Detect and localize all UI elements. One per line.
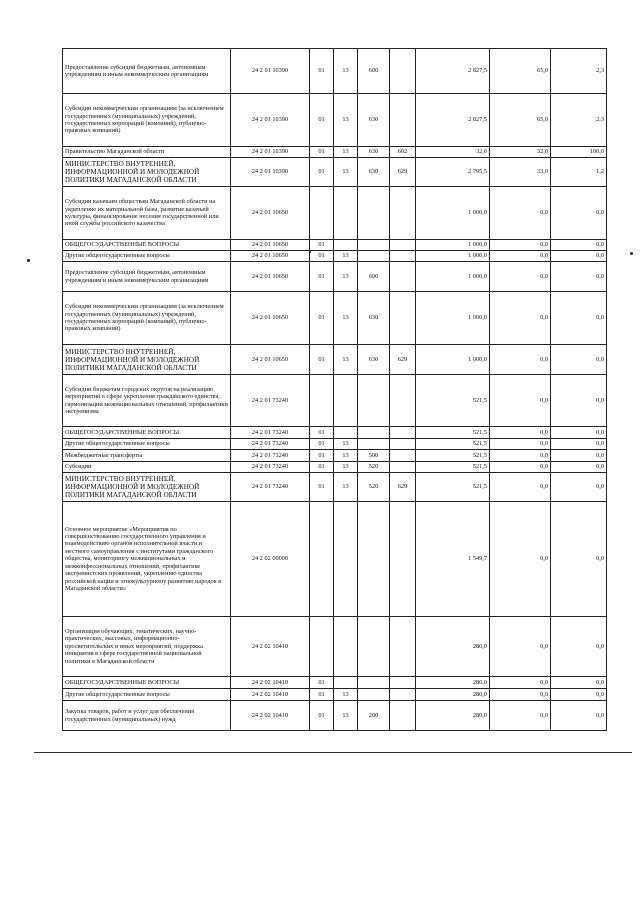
section-code <box>310 375 334 427</box>
page-bottom-rule <box>34 752 632 753</box>
subsection-code: 13 <box>334 701 358 731</box>
execution-percent: 0,0 <box>551 292 607 345</box>
row-name: ОБЩЕГОСУДАРСТВЕННЫЕ ВОПРОСЫ <box>63 677 231 689</box>
approved-amount: 521,5 <box>416 375 490 427</box>
approved-amount: 1 000,0 <box>416 262 490 292</box>
administrator-code <box>390 375 416 427</box>
subsection-code <box>334 617 358 677</box>
administrator-code <box>390 701 416 731</box>
execution-percent: 0,0 <box>551 450 607 462</box>
table-row <box>63 617 607 677</box>
row-name: Субсидии <box>63 462 231 473</box>
table-row <box>63 689 607 701</box>
row-name: МИНИСТЕРСТВО ВНУТРЕННЕЙ, ИНФОРМАЦИОННОЙ И МОЛОДЕЖНОЙ ПОЛИТИКИ МАГАДАНСКОЙ ОБЛАСТИ <box>63 345 231 375</box>
executed-amount: 32,0 <box>490 147 551 158</box>
row-name: Правительство Магаданской области <box>63 147 231 158</box>
administrator-code <box>390 251 416 262</box>
section-code: 01 <box>310 473 334 502</box>
target-article-code: 24 2 01 73240 <box>231 375 310 427</box>
target-article-code: 24 2 01 10390 <box>231 94 310 147</box>
target-article-code: 24 2 01 73240 <box>231 450 310 462</box>
administrator-code <box>390 462 416 473</box>
table-row <box>63 147 607 158</box>
subsection-code <box>334 427 358 439</box>
subsection-code: 13 <box>334 462 358 473</box>
subsection-code: 13 <box>334 450 358 462</box>
executed-amount: 0,0 <box>490 677 551 689</box>
administrator-code <box>390 49 416 94</box>
subsection-code: 13 <box>334 473 358 502</box>
subsection-code: 13 <box>334 49 358 94</box>
executed-amount: 0,0 <box>490 375 551 427</box>
subsection-code <box>334 375 358 427</box>
target-article-code: 24 2 01 10390 <box>231 49 310 94</box>
execution-percent: 0,0 <box>551 262 607 292</box>
approved-amount: 521,5 <box>416 473 490 502</box>
execution-percent: 0,0 <box>551 473 607 502</box>
executed-amount: 0,0 <box>490 240 551 251</box>
section-code: 01 <box>310 462 334 473</box>
table-row <box>63 49 607 94</box>
administrator-code: 602 <box>390 147 416 158</box>
row-name: Субсидии некоммерческим организациям (за исключением государственных (муниципальных) учреждений, государственных корпораций (компаний), публично-правовых компаний) <box>63 292 231 345</box>
execution-percent: 0,0 <box>551 617 607 677</box>
row-name: Основное мероприятие «Мероприятия по совершенствованию государственного управления и взаимодействию органов исполнительной власти и местного самоуправления с институтами гражданского общества, мониторингу межнациональных и межконфессиональных отношений, профилактике экстремистских проявлений, укреплению единства российской нации и этнокультурному развитию народов в Магаданской области» <box>63 502 231 617</box>
expense-type-code <box>358 240 390 251</box>
approved-amount: 1 000,0 <box>416 292 490 345</box>
administrator-code <box>390 427 416 439</box>
row-name: Предоставление субсидий бюджетным, автономным учреждениям и иным некоммерческим организациям <box>63 49 231 94</box>
section-code: 01 <box>310 427 334 439</box>
subsection-code: 13 <box>334 689 358 701</box>
subsection-code <box>334 187 358 240</box>
execution-percent: 0,0 <box>551 375 607 427</box>
administrator-code <box>390 94 416 147</box>
row-name: Организация обучающих, тематических, научно-практических, массовых, информационно-просветительских и иных мероприятий, поддержка инициатив в сфере государственной национальной политики в Магаданской области <box>63 617 231 677</box>
target-article-code: 24 2 02 10410 <box>231 617 310 677</box>
expense-type-code <box>358 375 390 427</box>
section-code: 01 <box>310 345 334 375</box>
administrator-code <box>390 187 416 240</box>
target-article-code: 24 2 01 10390 <box>231 147 310 158</box>
table-row <box>63 187 607 240</box>
expense-type-code: 520 <box>358 462 390 473</box>
target-article-code: 24 2 01 73240 <box>231 473 310 502</box>
executed-amount: 65,0 <box>490 49 551 94</box>
approved-amount: 1 000,0 <box>416 187 490 240</box>
target-article-code: 24 2 01 73240 <box>231 462 310 473</box>
execution-percent: 0,0 <box>551 677 607 689</box>
table-row <box>63 292 607 345</box>
row-name: Межбюджетные трансферты <box>63 450 231 462</box>
subsection-code: 13 <box>334 147 358 158</box>
executed-amount: 0,0 <box>490 262 551 292</box>
target-article-code: 24 2 01 10650 <box>231 262 310 292</box>
approved-amount: 280,0 <box>416 689 490 701</box>
target-article-code: 24 2 01 73240 <box>231 439 310 450</box>
target-article-code: 24 2 01 10390 <box>231 158 310 187</box>
table-row <box>63 439 607 450</box>
expense-type-code: 500 <box>358 450 390 462</box>
section-code: 01 <box>310 94 334 147</box>
row-name: ОБЩЕГОСУДАРСТВЕННЫЕ ВОПРОСЫ <box>63 427 231 439</box>
execution-percent: 0,0 <box>551 689 607 701</box>
approved-amount: 280,0 <box>416 701 490 731</box>
executed-amount: 0,0 <box>490 251 551 262</box>
table-row <box>63 427 607 439</box>
executed-amount: 0,0 <box>490 689 551 701</box>
expense-type-code <box>358 689 390 701</box>
section-code: 01 <box>310 701 334 731</box>
executed-amount: 0,0 <box>490 427 551 439</box>
expense-type-code <box>358 187 390 240</box>
row-name: Субсидии бюджетам городских округов на реализацию мероприятий в сфере укрепления гражданского единства, гармонизации межнациональных отношений, профилактики экстремизма <box>63 375 231 427</box>
approved-amount: 1 549,7 <box>416 502 490 617</box>
administrator-code <box>390 240 416 251</box>
section-code: 01 <box>310 439 334 450</box>
execution-percent: 0,0 <box>551 462 607 473</box>
approved-amount: 280,0 <box>416 677 490 689</box>
row-name: МИНИСТЕРСТВО ВНУТРЕННЕЙ, ИНФОРМАЦИОННОЙ И МОЛОДЕЖНОЙ ПОЛИТИКИ МАГАДАНСКОЙ ОБЛАСТИ <box>63 158 231 187</box>
target-article-code: 24 2 01 73240 <box>231 427 310 439</box>
row-name: МИНИСТЕРСТВО ВНУТРЕННЕЙ, ИНФОРМАЦИОННОЙ И МОЛОДЕЖНОЙ ПОЛИТИКИ МАГАДАНСКОЙ ОБЛАСТИ <box>63 473 231 502</box>
target-article-code: 24 2 02 00000 <box>231 502 310 617</box>
table-row <box>63 462 607 473</box>
approved-amount: 2 827,5 <box>416 49 490 94</box>
executed-amount: 0,0 <box>490 439 551 450</box>
section-code <box>310 502 334 617</box>
executed-amount: 0,0 <box>490 345 551 375</box>
table-row <box>63 450 607 462</box>
executed-amount: 33,0 <box>490 158 551 187</box>
table-body <box>63 49 607 731</box>
table-row <box>63 251 607 262</box>
execution-percent: 0,0 <box>551 439 607 450</box>
administrator-code <box>390 617 416 677</box>
table-row <box>63 502 607 617</box>
executed-amount: 0,0 <box>490 701 551 731</box>
section-code: 01 <box>310 677 334 689</box>
execution-percent: 0,0 <box>551 345 607 375</box>
row-name: Другие общегосударственные вопросы <box>63 689 231 701</box>
expense-type-code: 630 <box>358 94 390 147</box>
approved-amount: 1 000,0 <box>416 251 490 262</box>
approved-amount: 521,5 <box>416 462 490 473</box>
expense-type-code: 600 <box>358 262 390 292</box>
subsection-code: 13 <box>334 345 358 375</box>
table-row <box>63 375 607 427</box>
administrator-code <box>390 450 416 462</box>
expense-type-code <box>358 439 390 450</box>
subsection-code <box>334 502 358 617</box>
expense-type-code <box>358 251 390 262</box>
subsection-code: 13 <box>334 439 358 450</box>
table-row <box>63 677 607 689</box>
table-row <box>63 94 607 147</box>
administrator-code <box>390 292 416 345</box>
expense-type-code <box>358 427 390 439</box>
executed-amount: 0,0 <box>490 450 551 462</box>
executed-amount: 0,0 <box>490 617 551 677</box>
section-code: 01 <box>310 147 334 158</box>
table-row <box>63 701 607 731</box>
subsection-code: 13 <box>334 292 358 345</box>
subsection-code: 13 <box>334 251 358 262</box>
subsection-code: 13 <box>334 158 358 187</box>
executed-amount: 0,0 <box>490 462 551 473</box>
executed-amount: 0,0 <box>490 502 551 617</box>
scan-speck <box>309 251 311 253</box>
approved-amount: 2 795,5 <box>416 158 490 187</box>
approved-amount: 1 000,0 <box>416 345 490 375</box>
target-article-code: 24 2 02 10410 <box>231 689 310 701</box>
section-code: 01 <box>310 689 334 701</box>
target-article-code: 24 2 01 10650 <box>231 251 310 262</box>
expense-type-code <box>358 502 390 617</box>
expense-type-code <box>358 677 390 689</box>
execution-percent: 2,3 <box>551 49 607 94</box>
approved-amount: 521,5 <box>416 439 490 450</box>
administrator-code <box>390 689 416 701</box>
expense-type-code: 630 <box>358 147 390 158</box>
section-code: 01 <box>310 292 334 345</box>
section-code: 01 <box>310 158 334 187</box>
expense-type-code: 600 <box>358 49 390 94</box>
approved-amount: 521,5 <box>416 450 490 462</box>
administrator-code: 629 <box>390 345 416 375</box>
approved-amount: 280,0 <box>416 617 490 677</box>
administrator-code <box>390 502 416 617</box>
scan-speck <box>27 259 30 262</box>
administrator-code: 629 <box>390 473 416 502</box>
section-code: 01 <box>310 49 334 94</box>
expense-type-code: 630 <box>358 292 390 345</box>
approved-amount: 1 000,0 <box>416 240 490 251</box>
row-name: Субсидии некоммерческим организациям (за исключением государственных (муниципальных) учреждений, государственных корпораций (компаний), публично-правовых компаний) <box>63 94 231 147</box>
row-name: ОБЩЕГОСУДАРСТВЕННЫЕ ВОПРОСЫ <box>63 240 231 251</box>
table-row <box>63 158 607 187</box>
section-code: 01 <box>310 450 334 462</box>
expense-type-code: 200 <box>358 701 390 731</box>
expense-type-code: 520 <box>358 473 390 502</box>
approved-amount: 521,5 <box>416 427 490 439</box>
table-row <box>63 240 607 251</box>
target-article-code: 24 2 01 10650 <box>231 292 310 345</box>
row-name: Закупка товаров, работ и услуг для обеспечения государственных (муниципальных) нужд <box>63 701 231 731</box>
execution-percent: 0,0 <box>551 251 607 262</box>
execution-percent: 2,3 <box>551 94 607 147</box>
row-name: Другие общегосударственные вопросы <box>63 439 231 450</box>
administrator-code <box>390 262 416 292</box>
target-article-code: 24 2 02 10410 <box>231 701 310 731</box>
section-code <box>310 617 334 677</box>
execution-percent: 1,2 <box>551 158 607 187</box>
expense-type-code: 630 <box>358 345 390 375</box>
administrator-code <box>390 439 416 450</box>
administrator-code: 629 <box>390 158 416 187</box>
target-article-code: 24 2 01 10650 <box>231 187 310 240</box>
target-article-code: 24 2 01 10650 <box>231 240 310 251</box>
execution-percent: 0,0 <box>551 427 607 439</box>
target-article-code: 24 2 02 10410 <box>231 677 310 689</box>
execution-percent: 0,0 <box>551 701 607 731</box>
expense-type-code: 630 <box>358 158 390 187</box>
executed-amount: 0,0 <box>490 292 551 345</box>
table-row <box>63 473 607 502</box>
expense-type-code <box>358 617 390 677</box>
subsection-code: 13 <box>334 94 358 147</box>
table-row <box>63 262 607 292</box>
table-row <box>63 345 607 375</box>
execution-percent: 100,0 <box>551 147 607 158</box>
subsection-code: 13 <box>334 262 358 292</box>
scan-speck <box>630 252 633 255</box>
section-code: 01 <box>310 240 334 251</box>
row-name: Субсидии казачьим обществам Магаданской области на укрепление их материальной базы, развитие казачьей культуры, финансирование несения государственной или иной службы российского казачества <box>63 187 231 240</box>
subsection-code <box>334 677 358 689</box>
execution-percent: 0,0 <box>551 187 607 240</box>
section-code: 01 <box>310 251 334 262</box>
executed-amount: 0,0 <box>490 187 551 240</box>
target-article-code: 24 2 01 10650 <box>231 345 310 375</box>
budget-table <box>62 48 607 731</box>
subsection-code <box>334 240 358 251</box>
administrator-code <box>390 677 416 689</box>
approved-amount: 2 827,5 <box>416 94 490 147</box>
executed-amount: 0,0 <box>490 473 551 502</box>
executed-amount: 65,0 <box>490 94 551 147</box>
execution-percent: 0,0 <box>551 502 607 617</box>
approved-amount: 32,0 <box>416 147 490 158</box>
section-code <box>310 187 334 240</box>
row-name: Предоставление субсидий бюджетным, автономным учреждениям и иным некоммерческим организациям <box>63 262 231 292</box>
row-name: Другие общегосударственные вопросы <box>63 251 231 262</box>
execution-percent: 0,0 <box>551 240 607 251</box>
section-code: 01 <box>310 262 334 292</box>
